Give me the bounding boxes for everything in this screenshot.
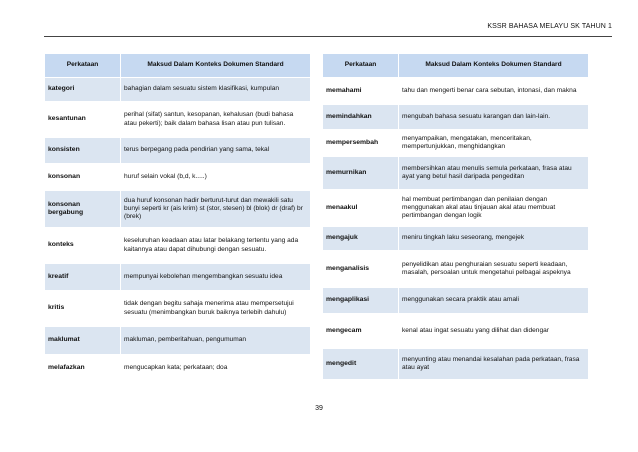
table-row: [45, 164, 311, 191]
table-header-row: [323, 54, 589, 78]
definition-cell: keseluruhan keadaan atau latar belakang tertentu yang ada kaitannya atau dapat dihubungi dengan sesuatu.: [121, 228, 311, 264]
page-number: 39: [315, 405, 323, 412]
definition-cell: perihal (sifat) santun, kesopanan, kehalusan (budi bahasa atau pekerti); baik dalam bahasa lisan atau pun tulisan.: [121, 102, 311, 138]
term-cell: kritis: [45, 291, 121, 327]
table-row: [45, 78, 311, 102]
table-row: [45, 228, 311, 264]
term-cell: konsonan bergabung: [45, 191, 121, 228]
definition-cell: menyampaikan, mengatakan, menceritakan, mempertunjukkan, menghidangkan: [399, 130, 589, 157]
table-row: [323, 288, 589, 314]
definition-cell: tahu dan mengerti benar cara sebutan, intonasi, dan makna: [399, 78, 589, 105]
term-cell: menganalisis: [323, 251, 399, 288]
column-header-term: Perkataan: [323, 54, 399, 78]
term-cell: mengajuk: [323, 227, 399, 251]
table-row: [323, 227, 589, 251]
column-header-term: Perkataan: [45, 54, 121, 78]
term-cell: konsisten: [45, 138, 121, 164]
definition-cell: menyunting atau menandai kesalahan pada perkataan, frasa atau ayat: [399, 349, 589, 380]
term-cell: mengaplikasi: [323, 288, 399, 314]
definition-cell: penyelidikan atau penghuraian sesuatu seperti keadaan, masalah, persoalan untuk mengetahui pelbagai aspeknya: [399, 251, 589, 288]
table-row: [323, 105, 589, 130]
term-cell: kategori: [45, 78, 121, 102]
glossary-table-right: [322, 53, 589, 380]
term-cell: mengedit: [323, 349, 399, 380]
term-cell: mengecam: [323, 314, 399, 349]
term-cell: memindahkan: [323, 105, 399, 130]
table-row: [45, 138, 311, 164]
column-header-definition: Maksud Dalam Konteks Dokumen Standard: [399, 54, 589, 78]
term-cell: menaakul: [323, 190, 399, 227]
running-header: KSSR BAHASA MELAYU SK TAHUN 1: [487, 23, 612, 30]
table-row: [45, 191, 311, 228]
definition-cell: membersihkan atau menulis semula perkataan, frasa atau ayat yang betul hasil daripada pengeditan: [399, 157, 589, 190]
table-row: [45, 327, 311, 355]
term-cell: kreatif: [45, 264, 121, 291]
term-cell: maklumat: [45, 327, 121, 355]
definition-cell: meniru tingkah laku seseorang, mengejek: [399, 227, 589, 251]
definition-cell: menggunakan secara praktik atau amali: [399, 288, 589, 314]
glossary-table-left: [44, 53, 311, 382]
definition-cell: hal membuat pertimbangan dan penilaian dengan menggunakan akal atau tinjauan akal atau membuat pertimbangan dengan logik: [399, 190, 589, 227]
definition-cell: kenal atau ingat sesuatu yang dilihat dan didengar: [399, 314, 589, 349]
term-cell: memahami: [323, 78, 399, 105]
definition-cell: mempunyai kebolehan mengembangkan sesuatu idea: [121, 264, 311, 291]
definition-cell: dua huruf konsonan hadir berturut-turut dan mewakili satu bunyi seperti kr (ais krim) st (stor, stesen) bl (blok) dr (draf) br (brek): [121, 191, 311, 228]
definition-cell: mengubah bahasa sesuatu karangan dan lain-lain.: [399, 105, 589, 130]
table-row: [323, 130, 589, 157]
term-cell: melafazkan: [45, 355, 121, 382]
definition-cell: bahagian dalam sesuatu sistem klasifikasi, kumpulan: [121, 78, 311, 102]
table-row: [45, 102, 311, 138]
definition-cell: tidak dengan begitu sahaja menerima atau mempersetujui sesuatu (menimbangkan buruk baiknya terlebih dahulu): [121, 291, 311, 327]
table-row: [323, 157, 589, 190]
table-row: [323, 78, 589, 105]
definition-cell: huruf selain vokal (b,d, k.....): [121, 164, 311, 191]
table-row: [45, 264, 311, 291]
header-rule: [44, 36, 612, 37]
column-header-definition: Maksud Dalam Konteks Dokumen Standard: [121, 54, 311, 78]
table-row: [323, 190, 589, 227]
term-cell: konsonan: [45, 164, 121, 191]
table-row: [323, 349, 589, 380]
term-cell: kesantunan: [45, 102, 121, 138]
term-cell: memurnikan: [323, 157, 399, 190]
table-row: [323, 314, 589, 349]
table-header-row: [45, 54, 311, 78]
term-cell: mempersembah: [323, 130, 399, 157]
table-row: [45, 291, 311, 327]
definition-cell: makluman, pemberitahuan, pengumuman: [121, 327, 311, 355]
definition-cell: terus berpegang pada pendirian yang sama, tekal: [121, 138, 311, 164]
term-cell: konteks: [45, 228, 121, 264]
table-row: [45, 355, 311, 382]
table-row: [323, 251, 589, 288]
definition-cell: mengucapkan kata; perkataan; doa: [121, 355, 311, 382]
